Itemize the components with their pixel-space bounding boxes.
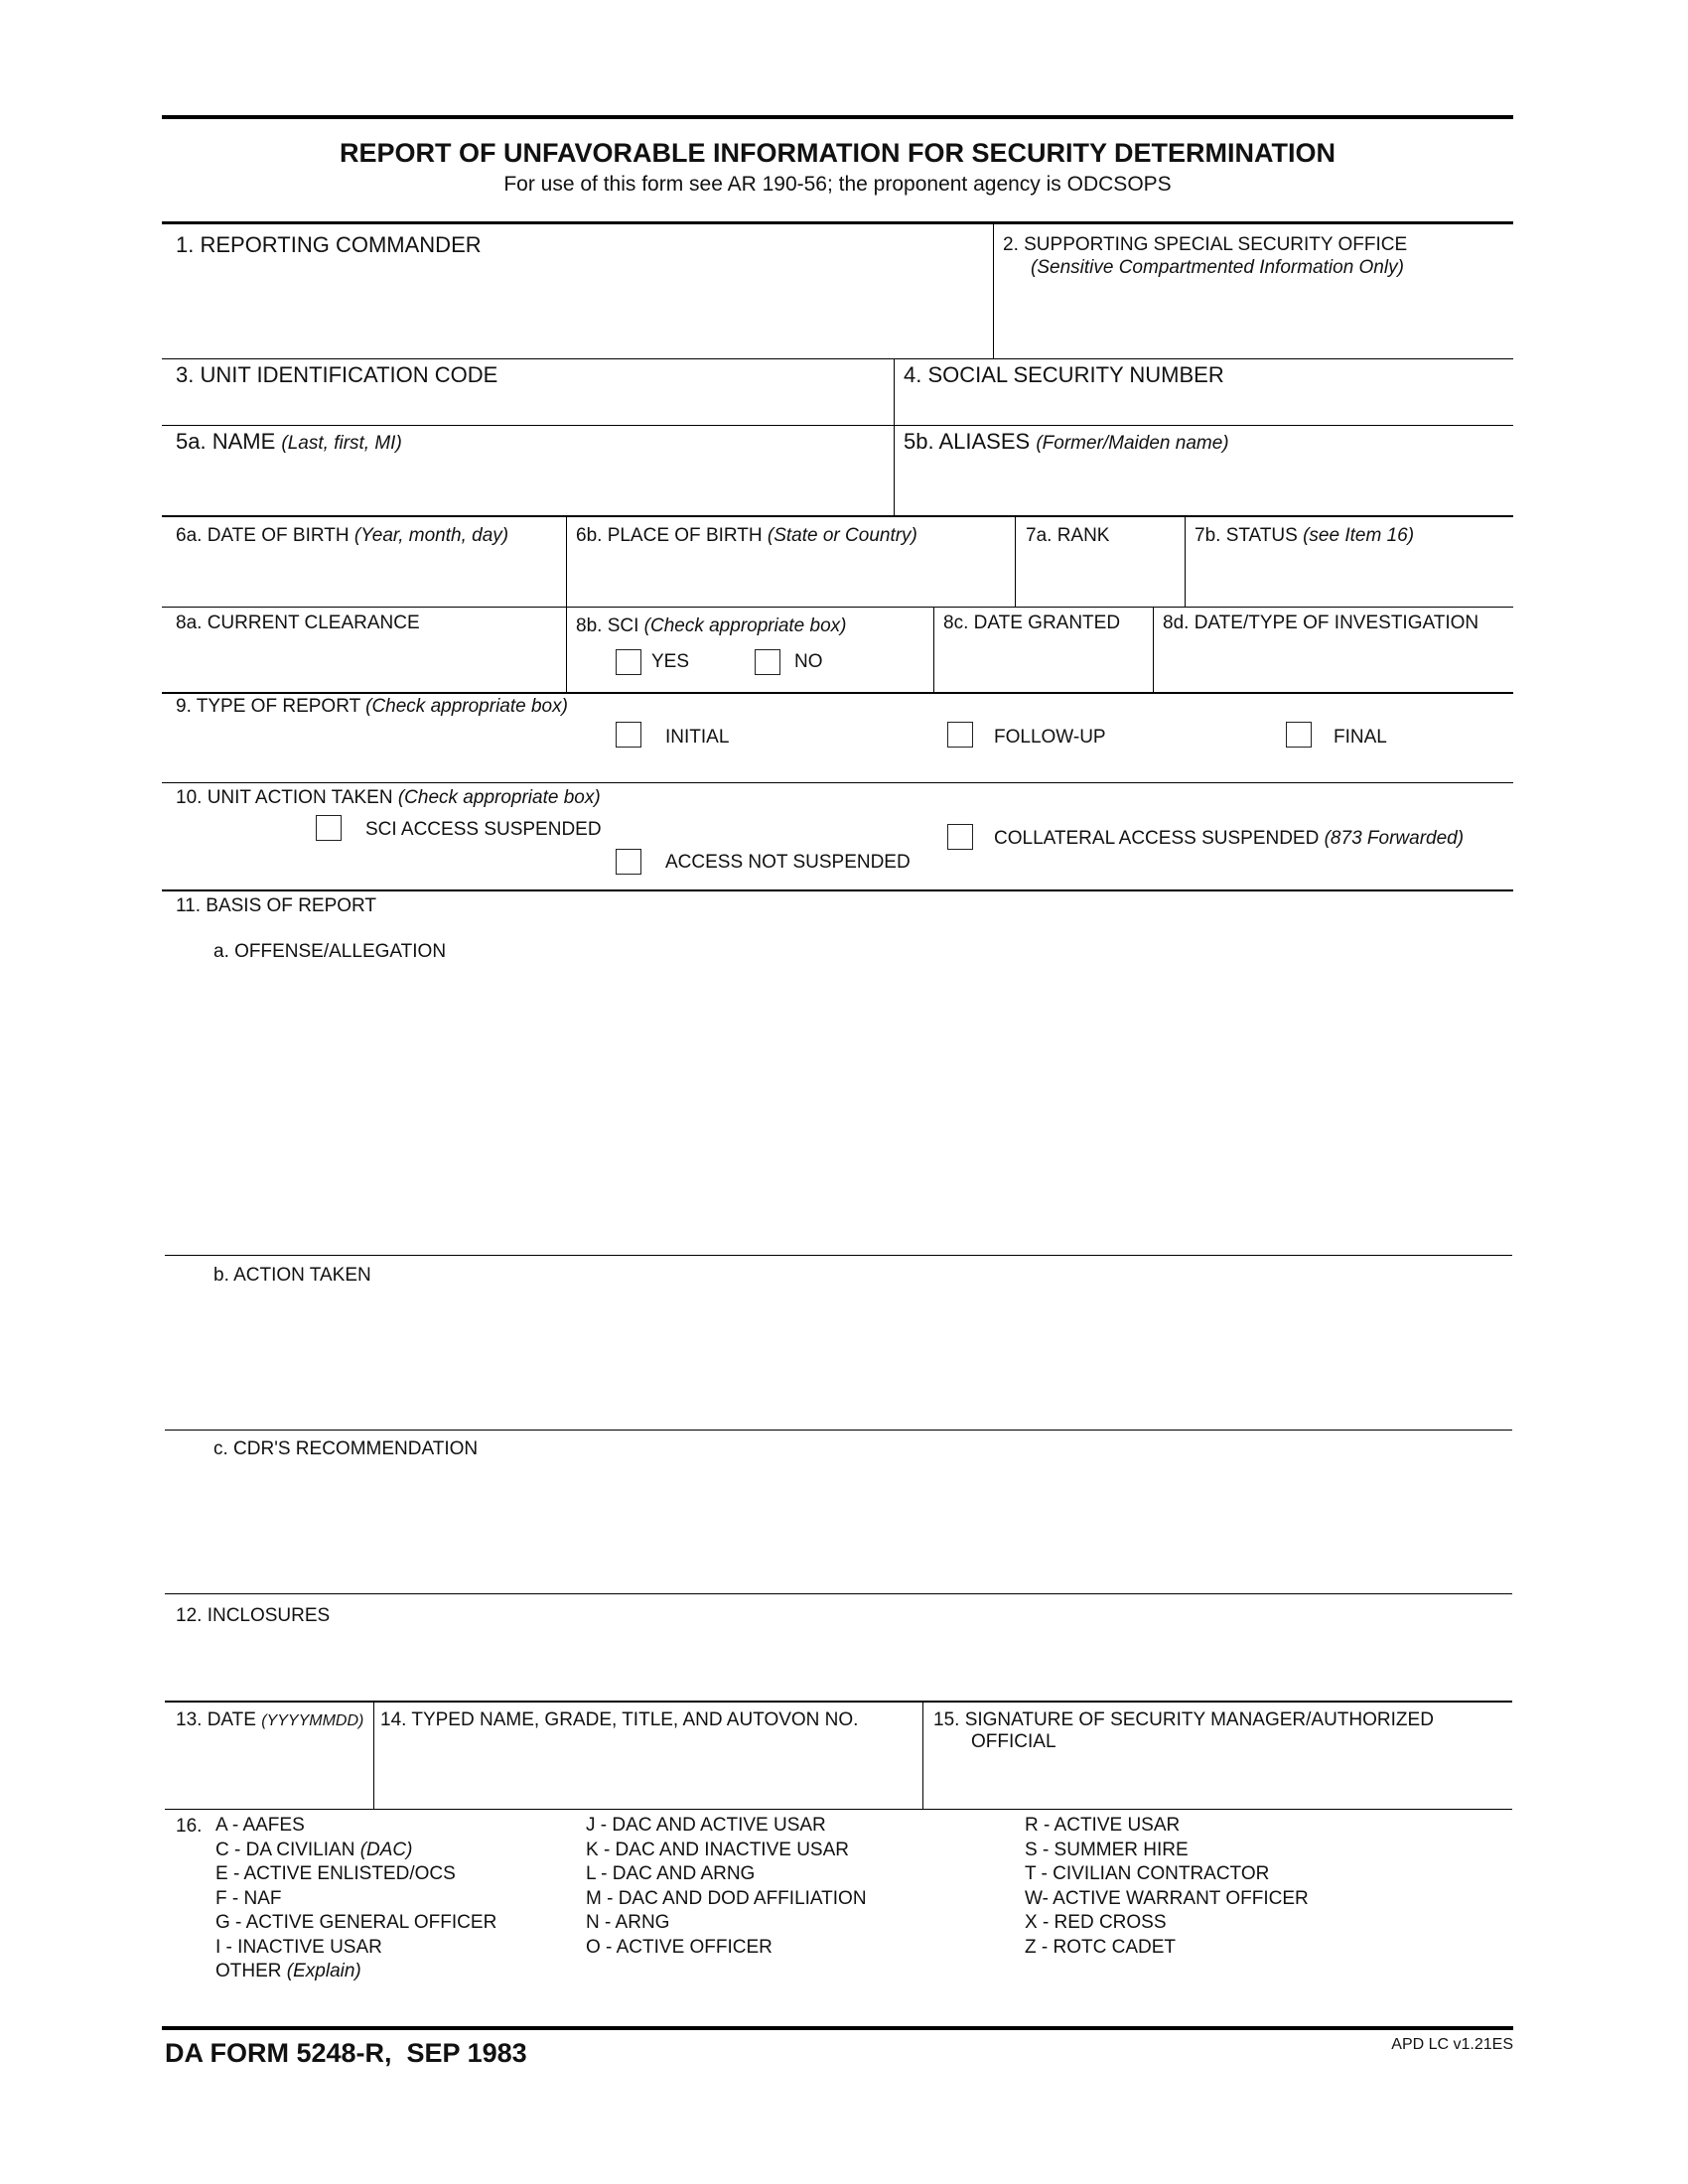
status-code: S - SUMMER HIRE xyxy=(1025,1839,1189,1860)
dob-label-note: (Year, month, day) xyxy=(353,525,509,546)
divider xyxy=(993,224,994,358)
status-code: J - DAC AND ACTIVE USAR xyxy=(586,1815,826,1836)
aliases-label-text: 5b. ALIASES xyxy=(904,429,1031,454)
ssn-label: 4. SOCIAL SECURITY NUMBER xyxy=(904,362,1224,387)
signature-field[interactable] xyxy=(927,1757,1509,1805)
row-rule xyxy=(162,889,1513,891)
row-rule xyxy=(165,1701,1512,1703)
status-label-text: 7b. STATUS xyxy=(1195,525,1298,546)
status-code: F - NAF xyxy=(215,1887,282,1909)
report-type-label-note: (Check appropriate box) xyxy=(365,696,568,717)
report-type-label xyxy=(176,696,568,718)
divider xyxy=(373,1703,374,1809)
status-label xyxy=(1195,525,1414,547)
supporting-sso-field[interactable] xyxy=(998,283,1509,355)
sci-label-text: 8b. SCI xyxy=(576,615,639,636)
pob-label-text: 6b. PLACE OF BIRTH xyxy=(576,525,763,546)
status-code: O - ACTIVE OFFICER xyxy=(586,1936,773,1958)
pob-label-note: (State or Country) xyxy=(767,525,917,546)
date-field[interactable] xyxy=(164,1737,368,1805)
form-number: DA FORM 5248-R, SEP 1983 xyxy=(165,2038,527,2068)
divider xyxy=(922,1703,923,1809)
status-code: E - ACTIVE ENLISTED/OCS xyxy=(215,1863,456,1884)
unit-action-label-note: (Check appropriate box) xyxy=(397,787,601,808)
row-rule xyxy=(165,1255,1512,1256)
status-code: L - DAC AND ARNG xyxy=(586,1863,756,1884)
date-label xyxy=(176,1709,363,1732)
sci-no-checkbox[interactable] xyxy=(755,649,780,675)
initial-checkbox[interactable] xyxy=(616,722,641,748)
sci-no-label: NO xyxy=(794,651,823,672)
collateral-suspended-note: (873 Forwarded) xyxy=(1324,828,1465,849)
status-code: R - ACTIVE USAR xyxy=(1025,1815,1181,1836)
inclosures-label: 12. INCLOSURES xyxy=(176,1605,331,1626)
access-not-suspended-checkbox[interactable] xyxy=(616,849,641,875)
reporting-commander-label: 1. REPORTING COMMANDER xyxy=(176,232,482,257)
aliases-label-note: (Former/Maiden name) xyxy=(1036,433,1229,454)
name-label xyxy=(176,431,402,455)
row-rule xyxy=(165,1430,1512,1431)
typed-name-label: 14. TYPED NAME, GRADE, TITLE, AND AUTOVON NO. xyxy=(380,1709,859,1730)
current-clearance-field[interactable] xyxy=(164,640,561,689)
signature-label-line1: 15. SIGNATURE OF SECURITY MANAGER/AUTHORIZED xyxy=(933,1709,1434,1730)
action-taken-field[interactable] xyxy=(164,1291,1509,1427)
access-not-suspended-label: ACCESS NOT SUSPENDED xyxy=(665,852,911,873)
date-label-text: 13. DATE xyxy=(176,1709,256,1730)
action-taken-label: b. ACTION TAKEN xyxy=(213,1265,371,1286)
status-code: C - DA CIVILIAN (DAC) xyxy=(215,1839,413,1860)
status-codes-col2 xyxy=(586,1814,867,1960)
divider xyxy=(933,608,934,692)
offense-field[interactable] xyxy=(164,968,1509,1251)
status-code: M - DAC AND DOD AFFILIATION xyxy=(586,1887,867,1909)
form-title: REPORT OF UNFAVORABLE INFORMATION FOR SECURITY DETERMINATION xyxy=(340,138,1336,168)
header-rule xyxy=(162,221,1513,224)
date-granted-label: 8c. DATE GRANTED xyxy=(943,613,1121,633)
offense-label: a. OFFENSE/ALLEGATION xyxy=(213,941,447,962)
collateral-suspended-checkbox[interactable] xyxy=(947,824,973,850)
row-rule xyxy=(162,358,1513,359)
date-granted-field[interactable] xyxy=(938,640,1148,689)
dob-label xyxy=(176,525,508,547)
current-clearance-label: 8a. CURRENT CLEARANCE xyxy=(176,613,420,633)
reporting-commander-field[interactable] xyxy=(164,266,988,355)
sci-yes-checkbox[interactable] xyxy=(616,649,641,675)
status-code: N - ARNG xyxy=(586,1912,670,1933)
status-codes-label: 16. xyxy=(176,1816,203,1837)
status-code: OTHER (Explain) xyxy=(215,1961,361,1981)
status-field[interactable] xyxy=(1190,552,1509,604)
status-code: T - CIVILIAN CONTRACTOR xyxy=(1025,1863,1270,1884)
supporting-sso-note: (Sensitive Compartmented Information Only) xyxy=(1031,257,1404,278)
divider xyxy=(1153,608,1154,692)
uic-field[interactable] xyxy=(164,389,889,422)
final-label: FINAL xyxy=(1334,727,1387,748)
divider xyxy=(566,517,567,692)
bottom-rule xyxy=(162,2026,1513,2030)
form-version: APD LC v1.21ES xyxy=(1391,2036,1513,2053)
form-subtitle: For use of this form see AR 190-56; the proponent agency is ODCSOPS xyxy=(503,173,1172,196)
investigation-label: 8d. DATE/TYPE OF INVESTIGATION xyxy=(1163,613,1479,633)
aliases-field[interactable] xyxy=(899,459,1509,512)
ssn-field[interactable] xyxy=(899,389,1509,422)
status-code: X - RED CROSS xyxy=(1025,1912,1167,1933)
followup-label: FOLLOW-UP xyxy=(994,727,1106,748)
followup-checkbox[interactable] xyxy=(947,722,973,748)
recommendation-label: c. CDR'S RECOMMENDATION xyxy=(213,1438,479,1459)
report-type-label-text: 9. TYPE OF REPORT xyxy=(176,696,360,717)
dob-label-text: 6a. DATE OF BIRTH xyxy=(176,525,350,546)
name-label-note: (Last, first, MI) xyxy=(281,433,402,454)
basis-label: 11. BASIS OF REPORT xyxy=(176,895,377,916)
row-rule xyxy=(162,425,1513,426)
initial-label: INITIAL xyxy=(665,727,730,748)
rank-field[interactable] xyxy=(1020,552,1180,604)
status-label-note: (see Item 16) xyxy=(1303,525,1415,546)
divider xyxy=(894,359,895,515)
pob-field[interactable] xyxy=(571,552,1010,604)
row-rule xyxy=(162,515,1513,517)
dob-field[interactable] xyxy=(164,552,561,604)
investigation-field[interactable] xyxy=(1158,640,1509,689)
collateral-suspended-label xyxy=(994,828,1464,850)
sci-yes-label: YES xyxy=(651,651,690,672)
row-rule xyxy=(162,692,1513,694)
row-rule xyxy=(162,607,1513,608)
unit-action-label-text: 10. UNIT ACTION TAKEN xyxy=(176,787,393,808)
status-code: I - INACTIVE USAR xyxy=(215,1936,382,1958)
status-code: G - ACTIVE GENERAL OFFICER xyxy=(215,1912,497,1933)
name-field[interactable] xyxy=(164,459,889,512)
typed-name-field[interactable] xyxy=(378,1737,917,1805)
status-code: K - DAC AND INACTIVE USAR xyxy=(586,1839,849,1860)
status-code: A - AAFES xyxy=(215,1815,305,1836)
pob-label xyxy=(576,525,917,547)
recommendation-field[interactable] xyxy=(164,1465,1509,1590)
row-rule xyxy=(165,1593,1512,1594)
sci-suspended-label: SCI ACCESS SUSPENDED xyxy=(365,819,602,840)
sci-label xyxy=(576,615,846,637)
sci-suspended-checkbox[interactable] xyxy=(316,815,342,841)
uic-label: 3. UNIT IDENTIFICATION CODE xyxy=(176,362,498,387)
status-code: W- ACTIVE WARRANT OFFICER xyxy=(1025,1887,1309,1909)
status-codes-col1 xyxy=(215,1814,496,1984)
status-code: Z - ROTC CADET xyxy=(1025,1936,1176,1958)
unit-action-label xyxy=(176,787,601,809)
collateral-suspended-text: COLLATERAL ACCESS SUSPENDED xyxy=(994,828,1320,849)
divider xyxy=(1185,517,1186,607)
signature-label-line2: OFFICIAL xyxy=(971,1731,1056,1752)
aliases-label xyxy=(904,431,1229,455)
sci-label-note: (Check appropriate box) xyxy=(643,615,847,636)
name-label-text: 5a. NAME xyxy=(176,429,276,454)
final-checkbox[interactable] xyxy=(1286,722,1312,748)
top-rule xyxy=(162,115,1513,119)
row-rule xyxy=(165,1809,1512,1810)
inclosures-field[interactable] xyxy=(164,1630,1509,1698)
supporting-sso-label: 2. SUPPORTING SPECIAL SECURITY OFFICE xyxy=(1003,234,1408,255)
rank-label: 7a. RANK xyxy=(1026,525,1110,546)
date-label-note: (YYYYMMDD) xyxy=(261,1712,364,1729)
row-rule xyxy=(162,782,1513,783)
status-codes-col3 xyxy=(1025,1814,1309,1960)
divider xyxy=(1015,517,1016,607)
